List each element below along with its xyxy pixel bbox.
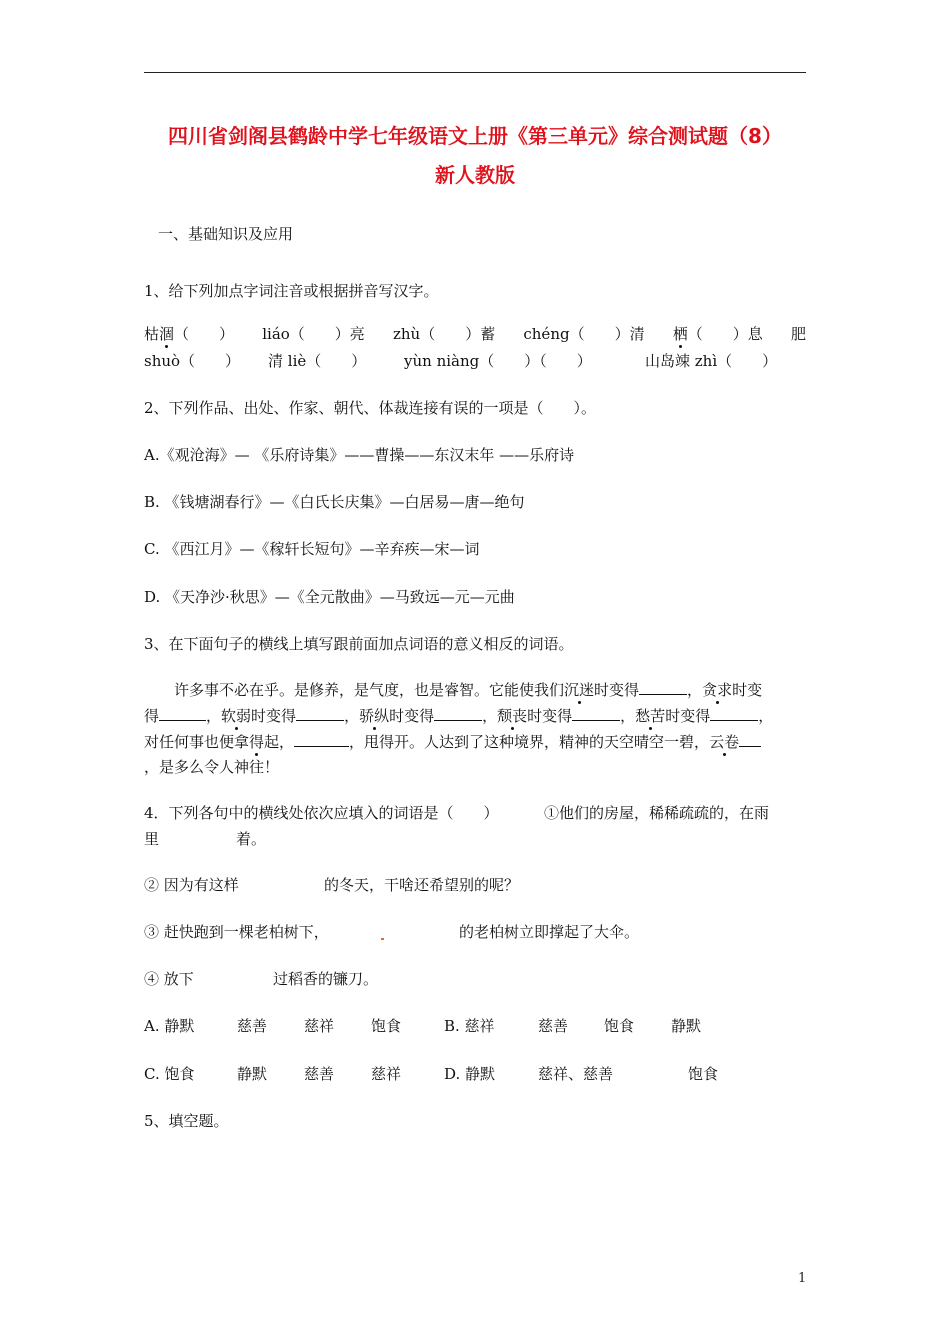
- answer-blank[interactable]: [294, 731, 349, 747]
- q4-option-c: C. 饱食: [144, 1065, 195, 1083]
- q3-passage-line3: 对任何事也便拿得起， ，甩得开。人达到了这种境界，精神的天空晴空一碧，云卷: [144, 731, 761, 752]
- q1-prompt: 1、给下列加点字词注音或根据拼音写汉字。: [144, 282, 439, 300]
- q1-item: chéng（ ）清: [523, 325, 645, 343]
- answer-blank[interactable]: [710, 705, 758, 721]
- q1-item: 枯涸（ ）: [144, 325, 235, 343]
- q1-item: 栖（ ）息: [672, 325, 763, 343]
- doc-title-line2: 新人教版: [435, 163, 515, 187]
- q3-passage-line4: ，是多么令人神往！: [144, 758, 280, 776]
- q4-sentence-2: ② 因为有这样 的冬天，干啥还希望别的呢？: [144, 876, 520, 894]
- q3-passage-line2: 得 ，软弱时变得 ，骄纵时变得 ，颓丧时变得 ，愁苦时变得 ，: [144, 707, 774, 725]
- section-heading: 一、基础知识及应用: [158, 225, 294, 243]
- document-page: 四川省剑阁县鹤龄中学七年级语文上册《第三单元》综合测试题（8） 新人教版 一、基础知识及应用 1、给下列加点字词注音或根据拼音写汉字。 枯涸（ ） liáo（ ）亮 zhù（ ）蓄 chéng（ ）清 栖（ ）息 肥 shuò（ ） 清 liè（ ） yùn niàng（ ）（ ） 山岛竦 zhì（ ） 2、下列作品、出处、作家、朝代、体裁连接有误的一项是（ ）。 A.《观沧海》— 《乐府诗集》——曹操——东汉末年 ——乐府诗 B. 《钱塘湖春行》—《白氏长庆集》—白居易—唐—绝句 C. 《西江月》—《稼轩长短句》—辛弃疾—宋—词 D. 《天净沙·秋思》—《全元散曲》—马致远—元—元曲 3、在下面句子的横线上填写跟前面加点词语的意义相反的词语。 许多事不必在乎。是修养，是气度，也是睿智。它能使我们沉迷时变得 ，贪求时变 得 ，软弱时变得 ，骄纵时变得 ，颓丧时变得 ，愁苦时变得 ， 对任何事也便拿得起， ，甩得开。人达到了这种境界，精神的天空晴空一碧，云卷 ，是多么令人神往！ 4．下列各句中的横线处依次应填入的词语是（ ） ①他们的房屋，稀稀疏疏的，在雨 里 着。 ② 因为有这样 的冬天，干啥还希望别的呢？ ③ 赶快跑到一棵老柏树下， 的老柏树立即撑起了大伞。 ④ 放下 过稻香的镰刀。 A. 静默 慈善 慈祥 饱食 B. 慈祥 慈善 饱食 静默 C. 饱食 静默 慈善 慈祥 D. 静默 慈祥、慈善 饱食 5、填空题。 1: [0, 0, 950, 1344]
- q5-prompt: 5、填空题。: [144, 1112, 229, 1130]
- stray-mark: [381, 938, 384, 940]
- q4-sentence-3: ③ 赶快跑到一棵老柏树下， 的老柏树立即撑起了大伞。: [144, 923, 640, 941]
- answer-blank[interactable]: [639, 679, 687, 695]
- q1-item: yùn niàng（ ）（ ）: [404, 352, 592, 370]
- page-number: 1: [798, 1271, 807, 1286]
- q4-sentence-4: ④ 放下 过稻香的镰刀。: [144, 970, 379, 988]
- q4-option-a: A. 静默: [144, 1017, 195, 1035]
- q1-row1: [144, 324, 806, 344]
- answer-blank[interactable]: [159, 705, 206, 721]
- q1-item: 山岛竦 zhì（ ）: [645, 352, 778, 370]
- q1-item: 肥: [790, 325, 806, 343]
- q3-passage-line1: 许多事不必在乎。是修养，是气度，也是睿智。它能使我们沉迷时变得 ，贪求时变: [174, 681, 763, 699]
- q4-prompt: 4．下列各句中的横线处依次应填入的词语是（ ） ①他们的房屋，稀稀疏疏的，在雨: [144, 804, 770, 822]
- doc-title-line1: 四川省剑阁县鹤龄中学七年级语文上册《第三单元》综合测试题（8）: [168, 124, 782, 148]
- q4-option-b: B. 慈祥: [444, 1017, 495, 1035]
- q2-option-a: A.《观沧海》— 《乐府诗集》——曹操——东汉末年 ——乐府诗: [144, 446, 575, 464]
- answer-blank[interactable]: [739, 731, 761, 747]
- answer-blank[interactable]: [572, 705, 620, 721]
- q2-option-b: B. 《钱塘湖春行》—《白氏长庆集》—白居易—唐—绝句: [144, 493, 525, 511]
- q1-item: liáo（ ）亮: [262, 325, 365, 343]
- q2-prompt: 2、下列作品、出处、作家、朝代、体裁连接有误的一项是（ ）。: [144, 399, 597, 417]
- header-rule: [144, 72, 806, 73]
- q1-item: 清 liè（ ）: [268, 352, 367, 370]
- q2-option-c: C. 《西江月》—《稼轩长短句》—辛弃疾—宋—词: [144, 540, 480, 558]
- q4-prompt-cont: 里 着。: [144, 830, 267, 848]
- q1-item: shuò（ ）: [144, 352, 241, 370]
- answer-blank[interactable]: [296, 705, 344, 721]
- answer-blank[interactable]: [434, 705, 482, 721]
- q3-prompt: 3、在下面句子的横线上填写跟前面加点词语的意义相反的词语。: [144, 635, 574, 653]
- q4-option-d: D. 静默: [444, 1065, 496, 1083]
- q2-option-d: D. 《天净沙·秋思》—《全元散曲》—马致远—元—元曲: [144, 588, 515, 606]
- q1-item: zhù（ ）蓄: [392, 325, 496, 343]
